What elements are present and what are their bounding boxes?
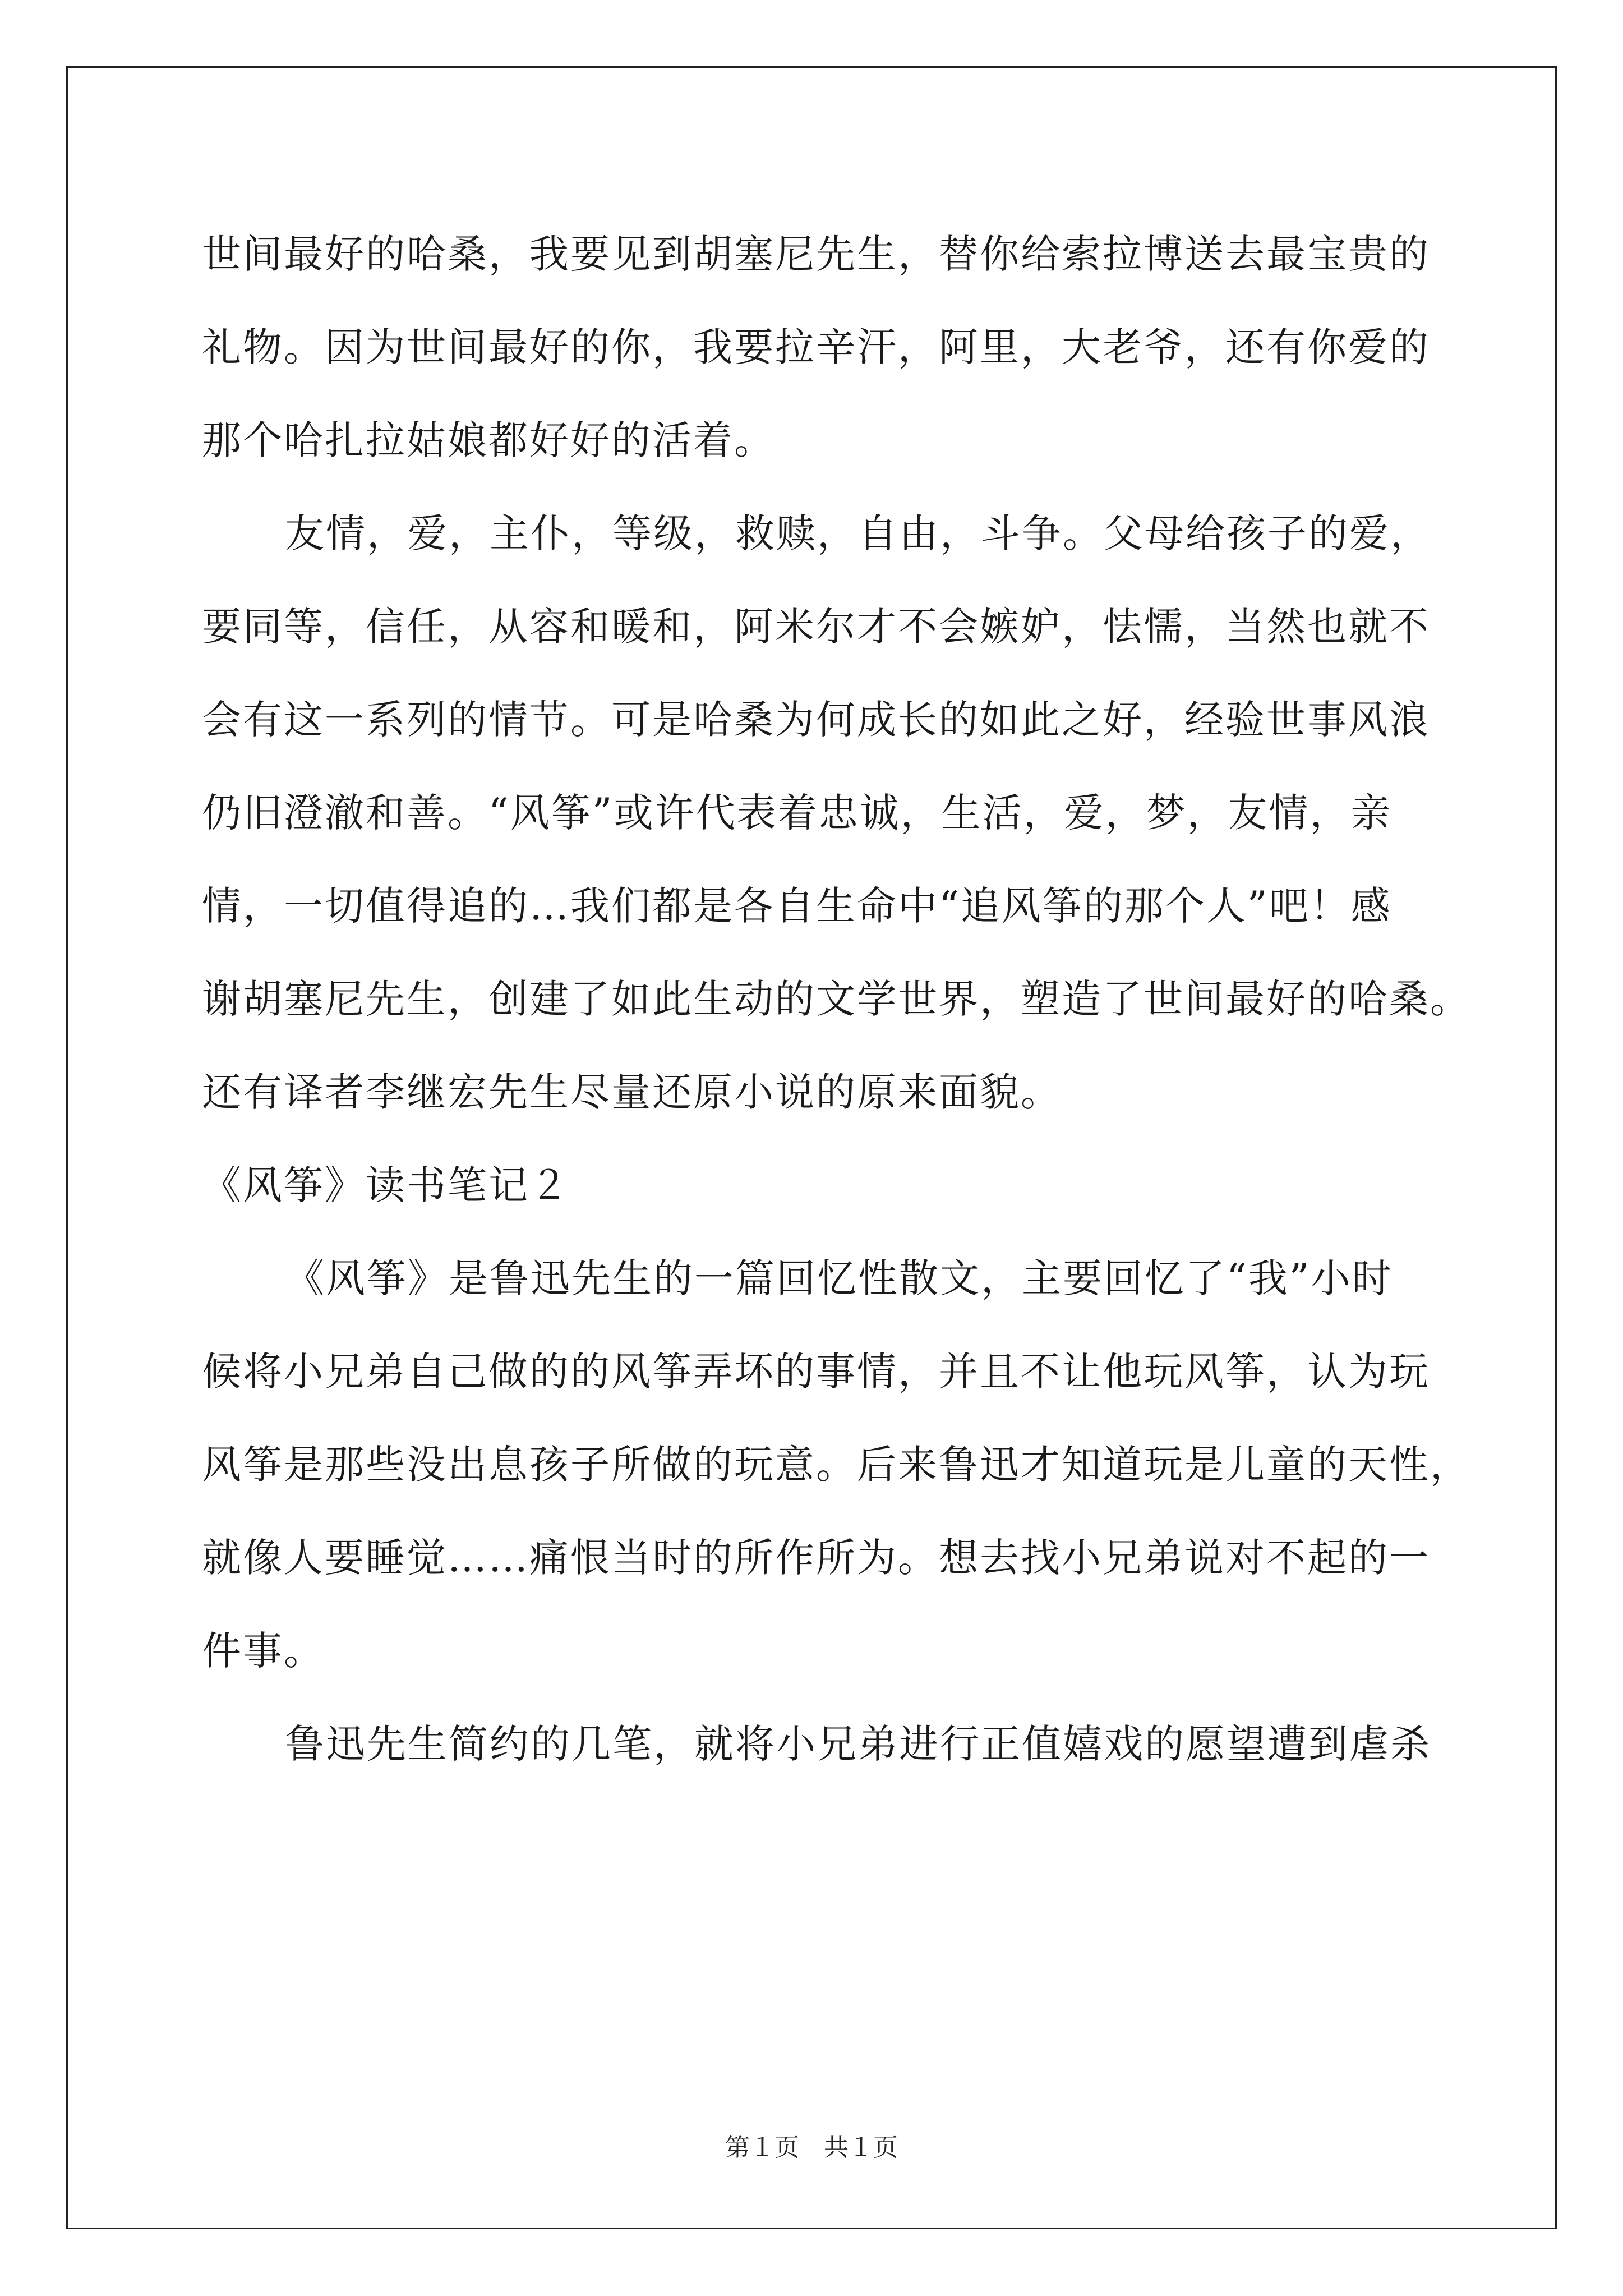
text-line: 《风筝》是鲁迅先生的一篇回忆性散文，主要回忆了“我”小时 bbox=[285, 1255, 1393, 1301]
text-line: 友情，爱，主仆，等级，救赎，自由，斗争。父母给孩子的爱， bbox=[285, 510, 1431, 556]
text-line: 候将小兄弟自己做的的风筝弄坏的事情，并且不让他玩风筝，认为玩 bbox=[202, 1349, 1430, 1395]
text-line: 情，一切值得追的…我们都是各自生命中“追风筝的那个人”吧！感 bbox=[202, 883, 1392, 929]
document-body bbox=[202, 208, 1475, 1791]
text-line: 鲁迅先生简约的几笔，就将小兄弟进行正值嬉戏的愿望遭到虐杀 bbox=[285, 1721, 1431, 1767]
text-line: 那个哈扎拉姑娘都好好的活着。 bbox=[202, 417, 775, 463]
text-line: 礼物。因为世间最好的你，我要拉辛汗，阿里，大老爷，还有你爱的 bbox=[202, 324, 1430, 370]
section-heading: 《风筝》读书笔记２ bbox=[202, 1162, 570, 1208]
text-line: 还有译者李继宏先生尽量还原小说的原来面貌。 bbox=[202, 1069, 1062, 1115]
text-line: 会有这一系列的情节。可是哈桑为何成长的如此之好，经验世事风浪 bbox=[202, 697, 1430, 743]
page-footer: 第１页 共１页 bbox=[725, 2134, 898, 2161]
text-line: 谢胡塞尼先生，创建了如此生动的文学世界，塑造了世间最好的哈桑。 bbox=[202, 976, 1471, 1022]
text-line: 要同等，信任，从容和暖和，阿米尔才不会嫉妒，怯懦，当然也就不 bbox=[202, 604, 1430, 650]
text-line: 世间最好的哈桑，我要见到胡塞尼先生，替你给索拉博送去最宝贵的 bbox=[202, 231, 1430, 277]
text-line: 风筝是那些没出息孩子所做的玩意。后来鲁迅才知道玩是儿童的天性， bbox=[202, 1442, 1471, 1488]
text-line: 仍旧澄澈和善。“风筝”或许代表着忠诚，生活，爱，梦，友情，亲 bbox=[202, 790, 1392, 836]
text-line: 就像人要睡觉……痛恨当时的所作所为。想去找小兄弟说对不起的一 bbox=[202, 1535, 1430, 1581]
text-line: 件事。 bbox=[202, 1628, 325, 1674]
